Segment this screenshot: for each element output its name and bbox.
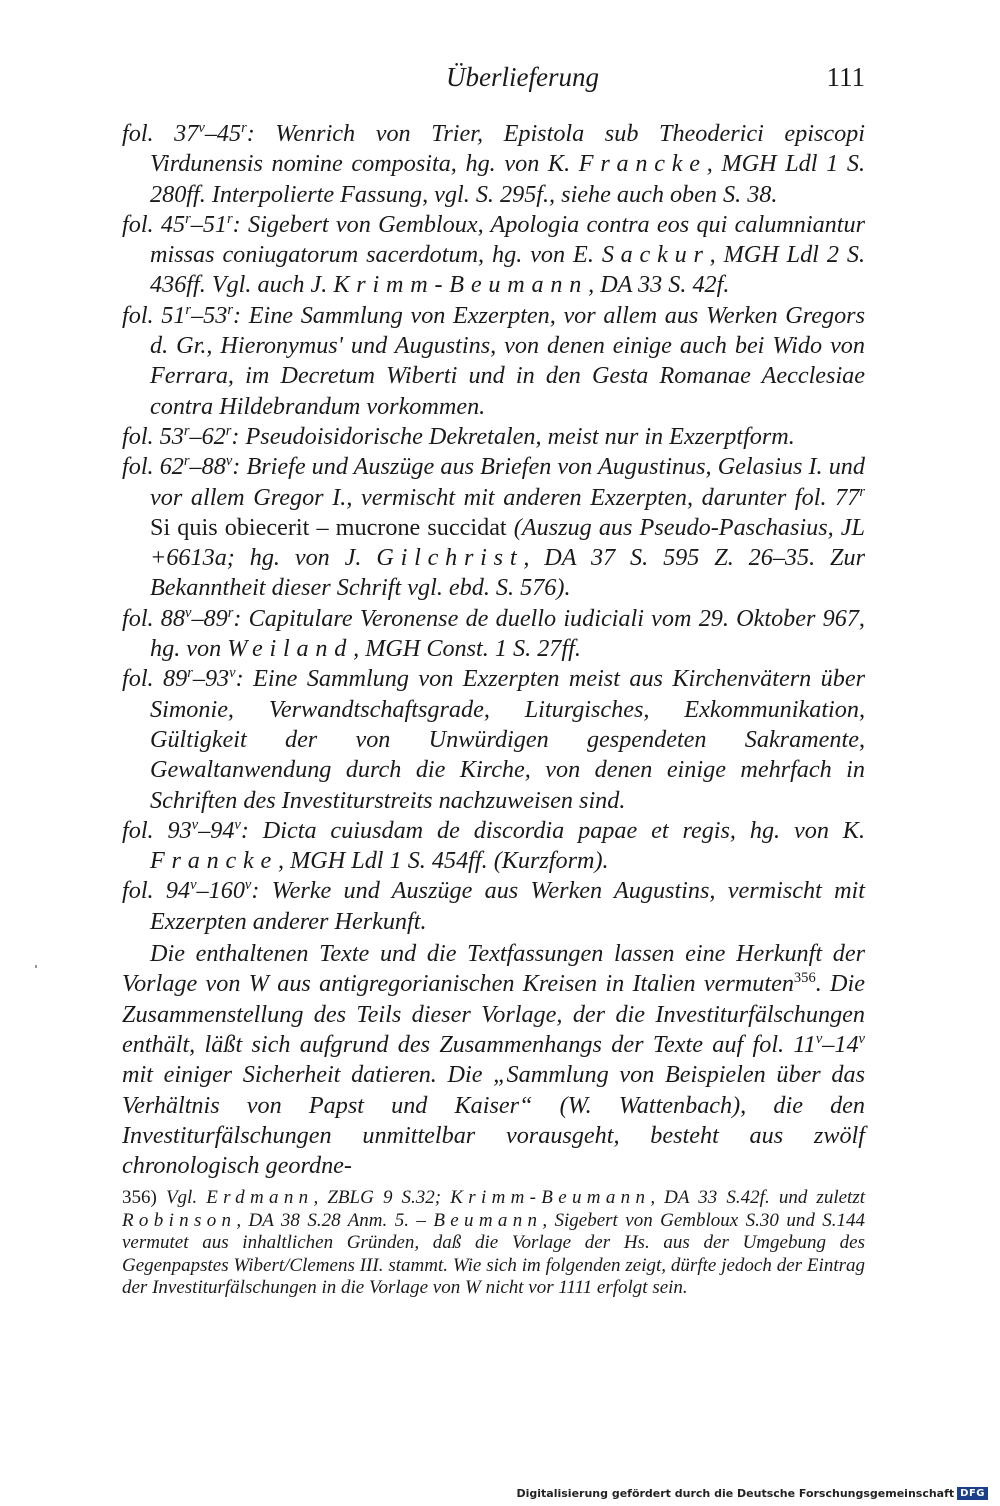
manuscript-contents-list [122,119,865,937]
folio-entry: fol. 62$^r$–88$^v$: Briefe und Auszüge aus Briefen von Augustinus, Gelasius I. und vor allem Gregor I., vermischt mit anderen Exzerpten, darunter fol. 77$^r$ Si quis obiecerit – mucrone succidat (Auszug aus Pseudo-Paschasius, JL +6613a; hg. von J. Gilchrist, DA 37 S. 595 Z. 26–35. Zur Bekanntheit dieser Schrift vgl. ebd. S. 576). [122,453,865,602]
folio-reference: fol. 89 [122,665,188,693]
folio-entry: fol. 45$^r$–51$^r$: Sigebert von Gembloux, Apologia contra eos qui calumniantur missas coniugatorum sacerdotum, hg. von E. Sackur, MGH Ldl 2 S. 436ff. Vgl. auch J. Krimm-Beumann, DA 33 S. 42f. [122,210,865,299]
folio-entry: fol. 93$^v$–94$^v$: Dicta cuiusdam de discordia papae et regis, hg. von K. Francke, MGH Ldl 1 S. 454ff. (Kurzform). [122,816,865,875]
folio-reference: fol. 37 [122,120,199,147]
dfg-logo: DFG [957,1487,988,1500]
running-title: Überlieferung [446,62,599,92]
folio-reference: fol. 94 [122,877,191,905]
page-number: 111 [826,62,865,92]
folio-reference: fol. 53 [122,422,184,450]
footnote-number: 356) [122,1187,157,1208]
footnote-reference[interactable]: 356 [793,970,816,987]
footnote-356: 356) Vgl. Erdmann, ZBLG 9 S.32; Krimm-Beumann, DA 33 S.42f. und zuletzt Robinson, DA 38 S.28 Anm. 5. – Beumann, Sigebert von Gembloux S.30 und S.144 vermutet aus inhaltlichen Gründen, daß die Vorlage der Hs. aus der Umgebung des Gegenpapstes Wibert/Clemens III. stammt. Wie sich im folgenden zeigt, dürfte jedoch der Eintrag der Investiturfälschungen in die Vorlage von W nicht vor 1111 erfolgt sein. [122,1187,866,1299]
folio-entry: fol. 53$^r$–62$^r$: Pseudoisidorische Dekretalen, meist nur in Exzerptform. [122,422,795,450]
dfg-footer [516,1487,988,1500]
folio-entry: fol. 37$^v$–45$^r$: Wenrich von Trier, Epistola sub Theoderici episcopi Virdunensis nomine composita, hg. von K. Francke, MGH Ldl 1 S. 280ff. Interpolierte Fassung, vgl. S. 295f., siehe auch oben S. 38. [122,119,865,208]
folio-reference: fol. 88 [122,604,185,632]
folio-entry: fol. 94$^v$–160$^v$: Werke und Auszüge aus Werken Augustins, vermischt mit Exzerpten anderer Herkunft. [122,877,865,935]
margin-mark [35,965,37,968]
folio-reference: fol. 93 [122,816,192,844]
folio-entry: fol. 88$^v$–89$^r$: Capitulare Veronense de duello iudiciali vom 29. Oktober 967, hg. von Weiland, MGH Const. 1 S. 27ff. [122,604,865,663]
folio-reference: fol. 51 [122,301,186,329]
folio-entry: fol. 89$^r$–93$^v$: Eine Sammlung von Exzerpten meist aus Kirchenvätern über Simonie, Verwandtschaftsgrade, Liturgisches, Exkommunikation, Gültigkeit der von Unwürdigen gespendeten Sakramente, Gewaltanwendung durch die Kirche, von denen einige mehrfach in Schriften des Investiturstreits nachzuweisen sind. [122,665,865,814]
folio-reference: fol. 45 [122,210,186,238]
page-header [120,62,865,102]
folio-reference: fol. 62 [122,453,184,481]
main-text [122,119,865,1181]
folio-entry: fol. 51$^r$–53$^r$: Eine Sammlung von Exzerpten, vor allem aus Werken Gregors d. Gr., Hieronymus' und Augustins, von denen einige auch bei Wido von Ferrara, im Decretum Wiberti und in den Gesta Romanae Aecclesiae contra Hildebrandum vorkommen. [122,301,865,420]
dfg-credit-text: Digitalisierung gefördert durch die Deutsche Forschungsgemeinschaft [516,1487,955,1500]
body-paragraph: Die enthaltenen Texte und die Textfassungen lassen eine Herkunft der Vorlage von W aus antigregorianischen Kreisen in Italien vermuten$^{356}$. Die Zusammenstellung des Teils dieser Vorlage, der die Investiturfälschungen enthält, läßt sich aufgrund des Zusammenhangs der Texte auf fol. 11$^v$–14$^v$ mit einiger Sicherheit datieren. Die „Sammlung von Beispielen über das Verhältnis von Papst und Kaiser“ (W. Wattenbach), die den Investiturfälschungen unmittelbar vorausgeht, besteht aus zwölf chronologisch geordne- [122,940,865,1180]
